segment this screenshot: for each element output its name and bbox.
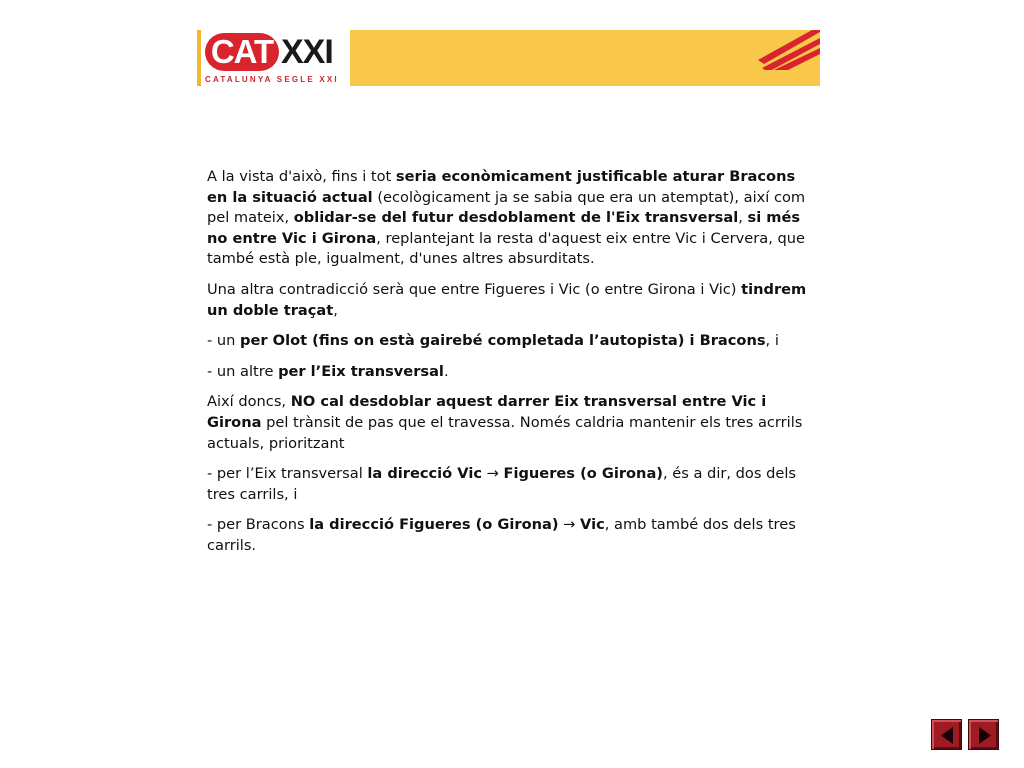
left-arrow-icon xyxy=(932,720,963,751)
bold-run: Figueres (o Girona) xyxy=(503,465,663,483)
text-run: , xyxy=(738,209,748,227)
text-run: - un altre xyxy=(207,362,279,380)
logo-cat-text: CAT xyxy=(205,33,279,71)
bold-run: la direcció Vic xyxy=(367,465,482,483)
bold-run: per Olot (fins on està gairebé completada l’autopista) i Bracons xyxy=(240,332,766,350)
text-run: Així doncs, xyxy=(207,393,291,411)
right-arrow-icon xyxy=(969,720,1000,751)
bold-run: Vic xyxy=(580,516,605,534)
paragraph-1 xyxy=(207,167,812,270)
text-run: - un xyxy=(207,332,241,350)
text-run: . xyxy=(443,362,449,380)
text-run: , xyxy=(333,301,338,319)
bold-run: si més no entre Vic i Girona xyxy=(207,209,801,247)
text-run: pel trànsit de pas que el travessa. Només caldria mantenir els tres acrrils actuals, prioritzant xyxy=(207,413,803,452)
text-run: Una altra contradicció serà que entre Figueres i Vic (o entre Girona i Vic) xyxy=(207,280,742,298)
bold-run: NO cal desdoblar aquest darrer Eix transversal entre Vic i Girona xyxy=(207,393,767,431)
previous-slide-button[interactable] xyxy=(931,719,962,750)
paragraph-4 xyxy=(207,362,812,383)
text-run: , amb també dos dels tres carrils. xyxy=(207,516,796,554)
paragraph-5 xyxy=(207,392,812,454)
text-run: - per l’Eix transversal xyxy=(207,465,368,483)
catxxi-logo xyxy=(197,30,350,86)
logo-tagline: CATALUNYA SEGLE XXI xyxy=(205,75,339,84)
text-run: (ecològicament ja se sabia que era un atemptat), així com pel mateix, xyxy=(207,188,806,227)
arrow-glyph: → xyxy=(481,465,504,483)
bold-run: per l’Eix transversal xyxy=(278,362,444,380)
paragraph-3 xyxy=(207,331,812,352)
main-text xyxy=(207,167,812,567)
catalan-flag-stripes-icon xyxy=(756,30,820,70)
text-run: A la vista d'això, fins i tot xyxy=(207,168,396,185)
text-run: , replantejant la resta d'aquest eix entre Vic i Cervera, que també està ple, igualment, d'unes altres absurditats. xyxy=(207,229,805,268)
text-run: , és a dir, dos dels tres carrils, i xyxy=(207,465,796,503)
paragraph-7 xyxy=(207,515,812,556)
bold-run: seria econòmicament justificable aturar Bracons en la situació actual xyxy=(207,168,796,206)
paragraph-2 xyxy=(207,280,812,321)
logo-accent-bar xyxy=(197,30,201,86)
paragraph-6 xyxy=(207,464,812,505)
arrow-glyph: → xyxy=(558,516,581,534)
next-slide-button[interactable] xyxy=(968,719,999,750)
bold-run: tindrem un doble traçat xyxy=(207,280,807,319)
bold-run: la direcció Figueres (o Girona) xyxy=(309,516,559,534)
text-run: , i xyxy=(765,332,779,350)
text-run: - per Bracons xyxy=(207,516,310,534)
bold-run: oblidar-se del futur desdoblament de l'Eix transversal xyxy=(293,209,739,227)
logo-xxi-text: XXI xyxy=(281,33,333,71)
header-banner xyxy=(197,30,820,86)
